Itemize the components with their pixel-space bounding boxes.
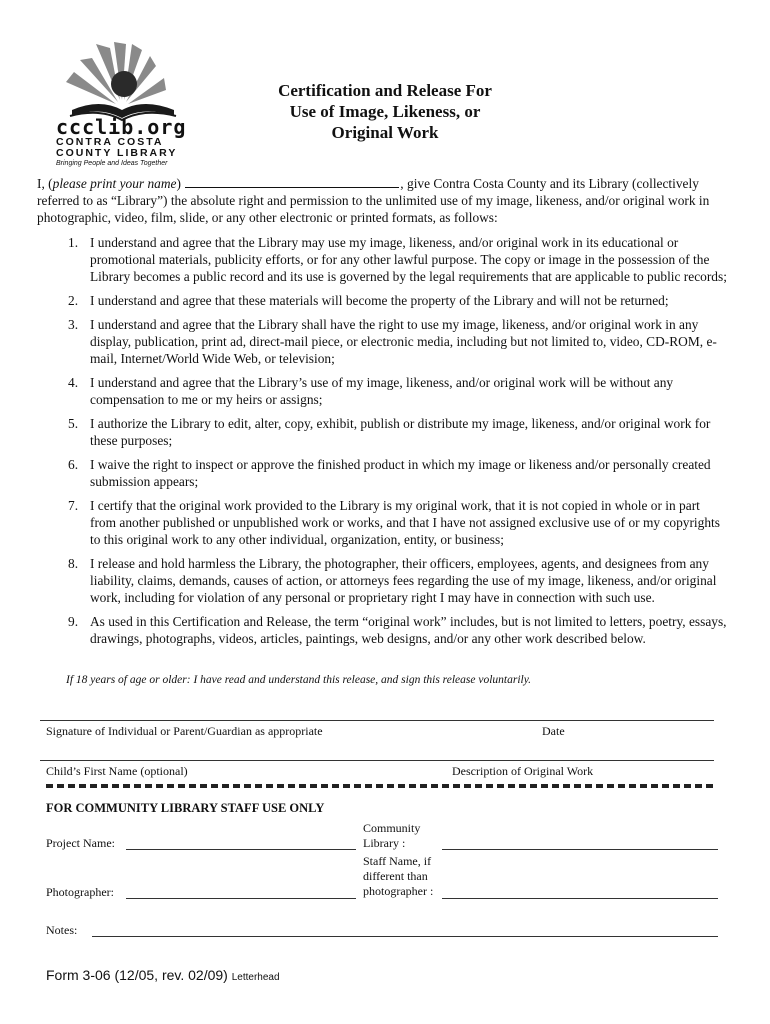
- form-number: Form 3-06 (12/05, rev. 02/09): [46, 967, 228, 983]
- title-line-3: Original Work: [331, 123, 439, 142]
- photographer-label: Photographer:: [46, 885, 114, 899]
- page-title: [240, 80, 530, 143]
- project-name-field[interactable]: [126, 849, 356, 850]
- community-library-field[interactable]: [442, 849, 718, 850]
- list-item: 3. I understand and agree that the Library shall have the right to use my image, likeness, and/or original work in any display, publication, print ad, direct-mail piece, or electronic media, including but not limited to, video, CD-ROM, e-mail, Internet/World Wide Web, or television;: [68, 317, 717, 366]
- intro-prefix-close: ): [176, 176, 181, 191]
- photographer-field[interactable]: [126, 898, 356, 899]
- staff-heading: FOR COMMUNITY LIBRARY STAFF USE ONLY: [46, 801, 325, 815]
- title-line-2: Use of Image, Likeness, or: [289, 102, 481, 121]
- print-name-field[interactable]: [185, 175, 399, 188]
- staff-name-label: Staff Name, if different than photographer :: [363, 854, 434, 898]
- child-name-label: Child’s First Name (optional): [46, 764, 188, 778]
- intro-prefix: I, (: [37, 176, 53, 191]
- list-item: 5. I authorize the Library to edit, alter, copy, exhibit, publish or distribute my image, likeness, and/or original work for these purposes;: [68, 416, 711, 448]
- list-item: 2. I understand and agree that these materials will become the property of the Library and will not be returned;: [68, 293, 669, 308]
- terms-list: [56, 234, 728, 654]
- letterhead-label: Letterhead: [231, 972, 280, 983]
- date-label: Date: [542, 724, 565, 738]
- community-library-label: Community Library :: [363, 821, 421, 850]
- cut-line-divider: [46, 784, 716, 788]
- notes-field[interactable]: [92, 936, 718, 937]
- logo-text: [56, 117, 186, 169]
- intro-suffix: , give Contra Costa County and its Library (collectively referred to as “Library”) the absolute right and permission to the unlimited use of my image, likeness, and/or original work in photographic, video, film, slide, or any other electronic or printed formats, as follows:: [37, 176, 710, 225]
- form-footer: [46, 967, 280, 983]
- list-item: 7. I certify that the original work provided to the Library is my original work, that it is not copied in whole or in part from another published or unpublished work or works, and that I have not assigned exclusive use of or my copyrights to this original work to any other individual, organization, entity, or business;: [68, 498, 720, 547]
- project-name-label: Project Name:: [46, 836, 115, 850]
- consent-note: If 18 years of age or older: I have read and understand this release, and sign this release voluntarily.: [66, 674, 532, 686]
- logo-tagline: Bringing People and Ideas Together: [56, 160, 168, 167]
- description-label: Description of Original Work: [452, 764, 594, 778]
- notes-label: Notes:: [46, 923, 78, 937]
- list-item: 6. I waive the right to inspect or approve the finished product in which my image or likeness and/or personally created submission appears;: [68, 457, 711, 489]
- list-item: 9. As used in this Certification and Release, the term “original work” includes, but is not limited to letters, poetry, essays, drawings, photographs, videos, articles, paintings, web designs, and/or any other work described below.: [68, 614, 727, 646]
- list-item: 4. I understand and agree that the Library’s use of my image, likeness, and/or original work will be without any compensation to me or my heirs or assigns;: [68, 375, 674, 407]
- logo-line-1: CONTRA COSTA: [56, 136, 164, 148]
- logo-line-2: COUNTY LIBRARY: [56, 147, 178, 159]
- intro-paragraph: [37, 175, 737, 226]
- list-item: 8. I release and hold harmless the Library, the photographer, their officers, employees, agents, and designees from any liability, claims, demands, causes of action, or attorneys fees regarding the use of my image, likeness, and/or original work, including for violation of any personal or proprietary right I may have in connection with such use.: [68, 556, 717, 605]
- list-item: 1. I understand and agree that the Library may use my image, likeness, and/or original work in its educational or promotional materials, publicity efforts, or for any other lawful purpose. The copy or image in the possession of the Library becomes a public record and its use is governed by the legal requirements that are applicable to public records;: [68, 235, 727, 284]
- title-line-1: Certification and Release For: [278, 81, 492, 100]
- staff-name-field[interactable]: [442, 898, 718, 899]
- logo-domain: ccclib.org: [56, 115, 187, 139]
- signature-label: Signature of Individual or Parent/Guardian as appropriate: [46, 724, 323, 738]
- signature-line[interactable]: [40, 720, 714, 721]
- child-name-line[interactable]: [40, 760, 714, 761]
- name-prompt: please print your name: [52, 176, 177, 191]
